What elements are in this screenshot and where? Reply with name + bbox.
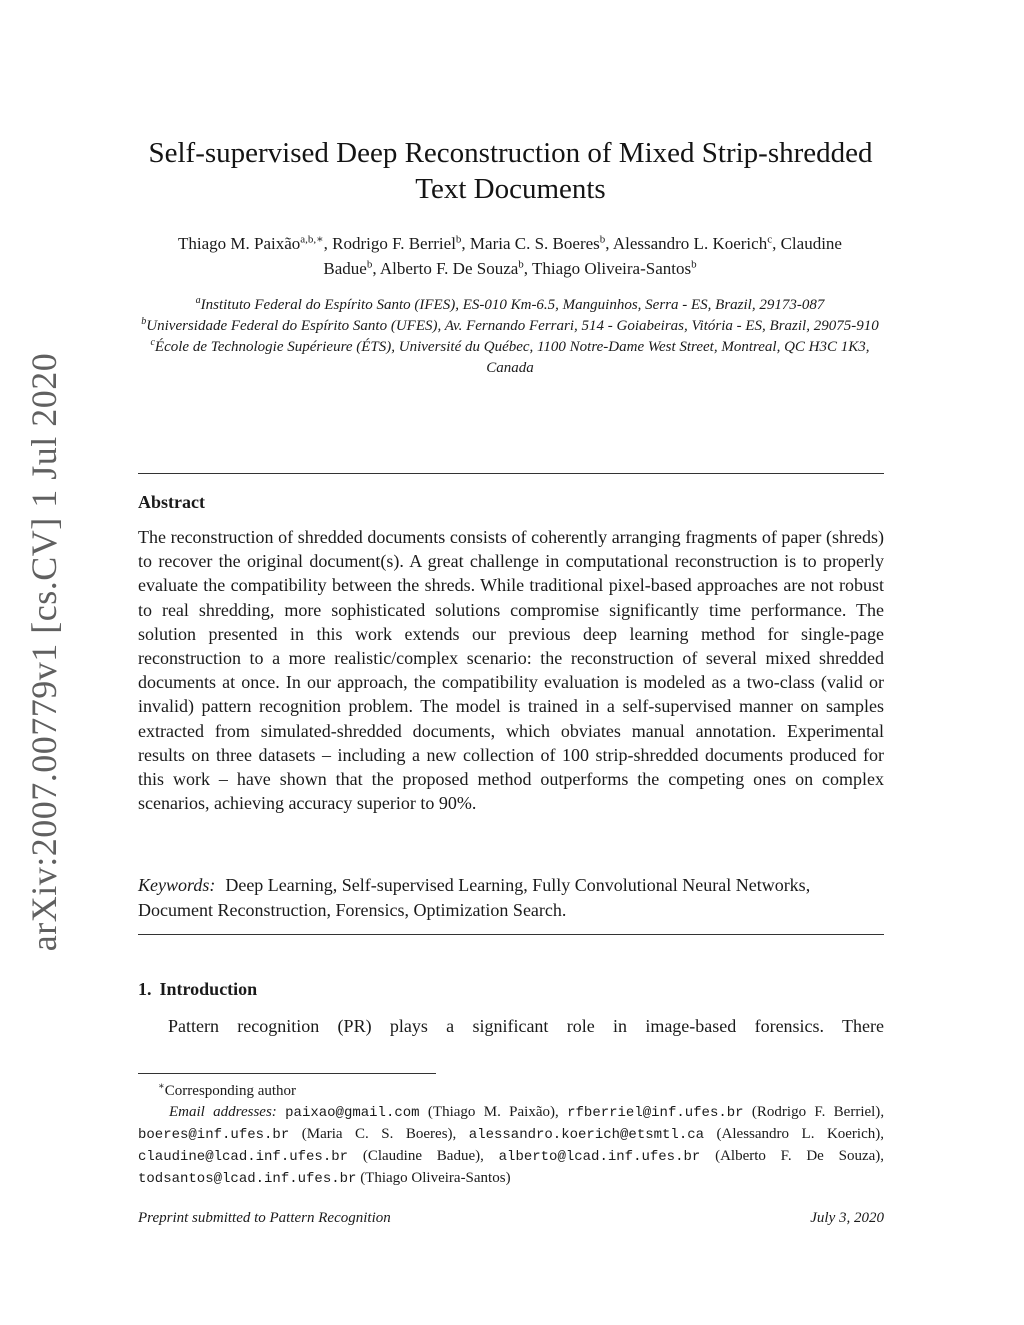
author-affiliation-mark: c <box>767 233 773 246</box>
author-line-1: Thiago M. Paixão$^{a,b,∗}$, Rodrigo F. Berriel$^b$, Maria C. S. Boeres$^b$, Alessandro L. Koerich$^c$, Claudine Badue$^b$, Alberto F. De Souza$^b$, Thiago Oliveira-Santos$^b$ <box>178 233 842 278</box>
keywords-label: Keywords: <box>138 875 216 895</box>
title-line-1: Self-supervised Deep Reconstruction of Mixed Strip-shredded <box>148 137 873 169</box>
author-affiliation-mark: a,b,∗ <box>300 233 324 246</box>
title-line-2: Text Documents <box>415 173 606 205</box>
author-name: Thiago Oliveira-Santos <box>531 259 692 278</box>
affiliation-text: École de Technologie Supérieure (ÉTS), Université du Québec, 1100 Notre-Dame West Street, Montreal, QC H3C 1K3, Canada <box>154 339 870 376</box>
affiliations <box>140 295 880 379</box>
email-label: Email addresses: <box>169 1104 277 1120</box>
email-owner: (Rodrigo F. Berriel) <box>751 1104 881 1120</box>
keywords <box>138 873 884 922</box>
corresponding-author-note <box>138 1076 884 1102</box>
abstract-heading: Abstract <box>138 492 205 512</box>
introduction-paragraph: Pattern recognition (PR) plays a significant role in image-based forensics. There <box>168 1016 884 1036</box>
email-addresses-note: Email addresses: paixao@gmail.com (Thiago M. Paixão), rfberriel@inf.ufes.br (Rodrigo F. Berriel), boeres@inf.ufes.br (Maria C. S. Boeres), alessandro.koerich@etsmtl.ca (Alessandro L. Koerich), claudine@lcad.inf.ufes.br (Claudine Badue), alberto@lcad.inf.ufes.br (Alberto F. De Souza), todsantos@lcad.inf.ufes.br (Thiago Oliveira-Santos) <box>138 1104 885 1187</box>
section-title: Introduction <box>159 979 258 999</box>
corresponding-author-text: Corresponding author <box>164 1083 297 1099</box>
affiliation-mark: c <box>150 337 155 348</box>
author-name: Thiago M. Paixão <box>178 234 301 253</box>
email-owner: (Thiago Oliveira-Santos) <box>360 1170 511 1186</box>
author-name: Maria C. S. Boeres <box>469 234 600 253</box>
author-name: Rodrigo F. Berriel <box>332 234 456 253</box>
email-owner: (Thiago M. Paixão) <box>427 1104 556 1120</box>
email-link[interactable]: alberto@lcad.inf.ufes.br <box>498 1149 701 1165</box>
author-list <box>150 231 870 281</box>
email-owner: (Alberto F. De Souza) <box>715 1148 881 1164</box>
author-affiliation-mark: b <box>518 258 524 271</box>
keywords-text: Deep Learning, Self-supervised Learning, Fully Convolutional Neural Networks, Document Reconstruction, Forensics, Optimization Search. <box>138 875 811 920</box>
email-link[interactable]: boeres@inf.ufes.br <box>138 1127 290 1143</box>
email-link[interactable]: alessandro.koerich@etsmtl.ca <box>468 1127 705 1143</box>
abstract-bottom-divider <box>138 934 884 935</box>
affiliation-mark: b <box>141 316 147 327</box>
introduction-heading <box>138 977 257 1001</box>
arxiv-identifier-stamp[interactable]: arXiv:2007.00779v1 [cs.CV] 1 Jul 2020 <box>24 352 64 952</box>
affiliation-mark: a <box>195 295 201 306</box>
preprint-footer: Preprint submitted to Pattern Recognition <box>138 1210 391 1226</box>
abstract-body: The reconstruction of shredded documents consists of coherently arranging fragments of paper (shreds) to recover the original document(s). A great challenge in computational reconstruction is to properly evaluate the compatibility between the shreds. While traditional pixel-based approaches are not robust to real shredding, more sophisticated solutions compromise significantly time performance. The solution presented in this work extends our previous deep learning method for single-page reconstruction to a more realistic/complex scenario: the reconstruction of several mixed shredded documents at once. In our approach, the compatibility evaluation is modeled as a two-class (valid or invalid) pattern recognition problem. The model is trained in a self-supervised manner on samples extracted from simulated-shredded documents, which obviates manual annotation. Experimental results on three datasets – including a new collection of 100 strip-shredded documents produced for this work – have shown that the proposed method outperforms the competing ones on complex scenarios, achieving accuracy superior to 90%. <box>138 527 884 814</box>
author-name: Claudine Badue <box>323 234 842 278</box>
affiliation-b <box>140 316 880 337</box>
email-link[interactable]: todsantos@lcad.inf.ufes.br <box>138 1171 357 1187</box>
date-footer: July 3, 2020 <box>810 1210 884 1226</box>
author-name: Alberto F. De Souza <box>379 259 519 278</box>
email-link[interactable]: paixao@gmail.com <box>285 1105 420 1121</box>
abstract-top-divider <box>138 473 884 474</box>
author-name: Alessandro L. Koerich <box>612 234 768 253</box>
author-affiliation-mark: b <box>455 233 462 246</box>
affiliation-text: Instituto Federal do Espírito Santo (IFES), ES-010 Km-6.5, Manguinhos, Serra - ES, Brazil, 29173-087 <box>200 297 825 313</box>
email-owner: (Maria C. S. Boeres) <box>301 1126 453 1142</box>
author-affiliation-mark: b <box>366 258 373 271</box>
email-link[interactable]: claudine@lcad.inf.ufes.br <box>138 1149 349 1165</box>
affiliation-text: Universidade Federal do Espírito Santo (UFES), Av. Fernando Ferrari, 514 - Goiabeiras, Vitória - ES, Brazil, 29075-910 <box>146 318 879 334</box>
author-affiliation-mark: b <box>599 233 606 246</box>
affiliation-a <box>140 295 880 316</box>
email-owner: (Alessandro L. Koerich) <box>716 1126 881 1142</box>
email-owner: (Claudine Badue) <box>362 1148 481 1164</box>
footnote-divider <box>138 1073 436 1074</box>
footnotes <box>138 1076 884 1190</box>
author-affiliation-mark: b <box>691 258 697 271</box>
footnote-mark: ∗ <box>158 1081 165 1092</box>
email-link[interactable]: rfberriel@inf.ufes.br <box>567 1105 744 1121</box>
paper-title <box>138 135 883 207</box>
section-number: 1. <box>138 979 152 999</box>
affiliation-c <box>140 337 880 379</box>
